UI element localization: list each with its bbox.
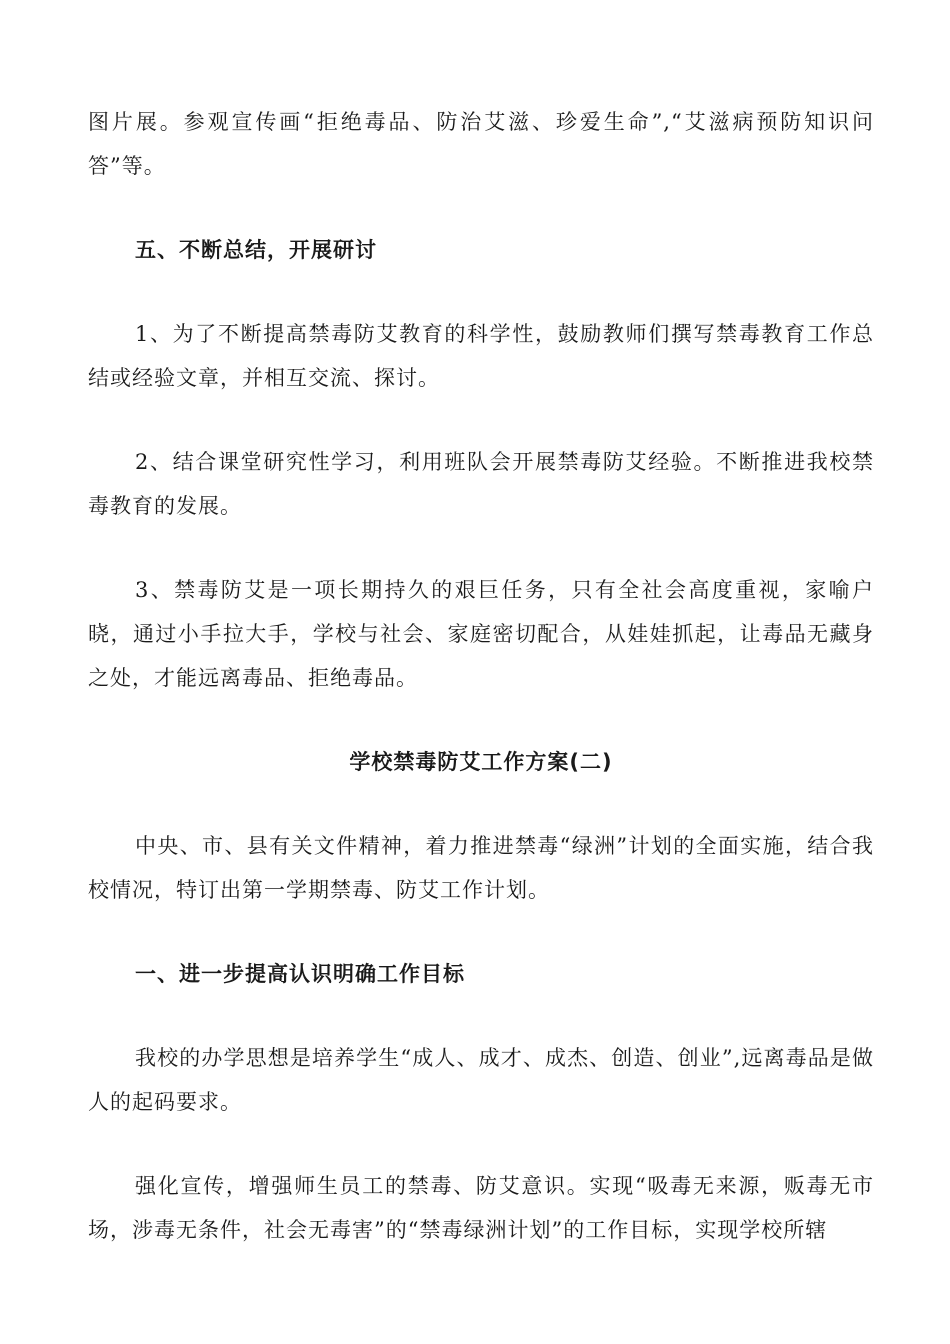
paragraph-1-1: 我校的办学思想是培养学生“成人、成才、成杰、创造、创业”,远离毒品是做人的起码要求。 [88, 1046, 874, 1114]
section-heading-1: 一、进一步提高认识明确工作目标 [135, 962, 465, 986]
paragraph-continued: 图片展。参观宣传画“拒绝毒品、防治艾滋、珍爱生命”,“艾滋病预防知识问答”等。 [88, 110, 874, 178]
paragraph-5-2: 2、结合课堂研究性学习，利用班队会开展禁毒防艾经验。不断推进我校禁毒教育的发展。 [88, 450, 874, 518]
document-title: 学校禁毒防艾工作方案(二) [349, 750, 613, 774]
paragraph-5-3: 3、禁毒防艾是一项长期持久的艰巨任务，只有全社会高度重视，家喻户晓，通过小手拉大手，学校与社会、家庭密切配合，从娃娃抓起，让毒品无藏身之处，才能远离毒品、拒绝毒品。 [88, 578, 874, 690]
document-body [88, 100, 874, 1292]
section-heading-5: 五、不断总结，开展研讨 [135, 238, 377, 262]
paragraph-1-2: 强化宣传，增强师生员工的禁毒、防艾意识。实现“吸毒无来源，贩毒无市场，涉毒无条件，社会无毒害”的“禁毒绿洲计划”的工作目标，实现学校所辖 [88, 1174, 874, 1242]
paragraph-intro: 中央、市、县有关文件精神，着力推进禁毒“绿洲”计划的全面实施，结合我校情况，特订出第一学期禁毒、防艾工作计划。 [88, 834, 874, 902]
paragraph-5-1: 1、为了不断提高禁毒防艾教育的科学性，鼓励教师们撰写禁毒教育工作总结或经验文章，并相互交流、探讨。 [88, 322, 874, 390]
